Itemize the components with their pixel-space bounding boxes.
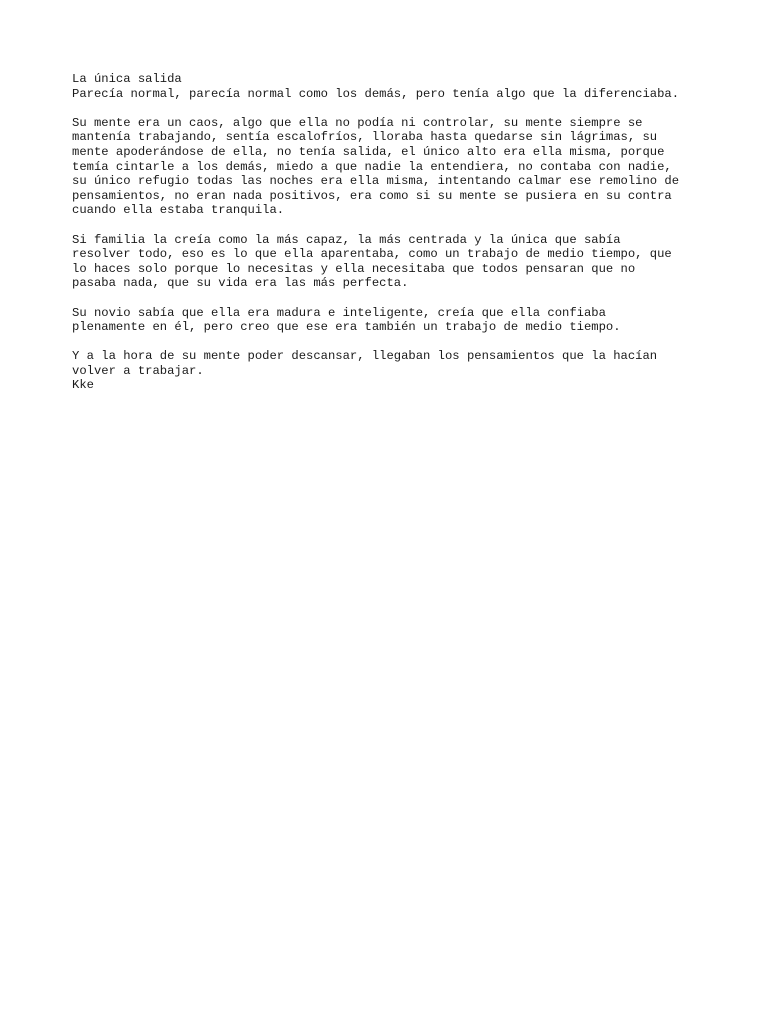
- paragraph-line: mantenía trabajando, sentía escalofríos, lloraba hasta quedarse sin lágrimas, su: [72, 130, 658, 145]
- paragraph-line: cuando ella estaba tranquila.: [72, 203, 285, 218]
- document-page: [72, 72, 712, 393]
- paragraph-line: Su novio sabía que ella era madura e inteligente, creía que ella confiaba: [72, 305, 606, 320]
- paragraph-1: [72, 116, 712, 218]
- paragraph-line: Si familia la creía como la más capaz, la más centrada y la única que sabía: [72, 232, 621, 247]
- paragraph-line: mente apoderándose de ella, no tenía salida, el único alto era ella misma, porque: [72, 144, 665, 159]
- paragraph-spacer: [72, 218, 712, 233]
- paragraph-4: [72, 349, 712, 378]
- paragraph-line: Su mente era un caos, algo que ella no podía ni controlar, su mente siempre se: [72, 115, 643, 130]
- paragraph-line: plenamente en él, pero creo que ese era también un trabajo de medio tiempo.: [72, 320, 621, 335]
- paragraph-spacer: [72, 335, 712, 350]
- paragraph-line: volver a trabajar.: [72, 363, 204, 378]
- paragraph-2: [72, 233, 712, 291]
- paragraph-line: su único refugio todas las noches era ella misma, intentando calmar ese remolino de: [72, 174, 680, 189]
- paragraph-spacer: [72, 291, 712, 306]
- lead-line: Parecía normal, parecía normal como los demás, pero tenía algo que la diferenciaba.: [72, 86, 680, 101]
- signature: Kke: [72, 378, 94, 393]
- paragraph-line: temía cintarle a los demás, miedo a que nadie la entendiera, no contaba con nadie,: [72, 159, 672, 174]
- paragraph-3: [72, 306, 712, 335]
- paragraph-line: pasaba nada, que su vida era las más perfecta.: [72, 276, 409, 291]
- paragraph-line: Y a la hora de su mente poder descansar, llegaban los pensamientos que la hacían: [72, 349, 658, 364]
- document-title: La única salida: [72, 72, 182, 86]
- paragraph-line: resolver todo, eso es lo que ella aparentaba, como un trabajo de medio tiempo, que: [72, 247, 672, 262]
- paragraph-line: pensamientos, no eran nada positivos, era como si su mente se pusiera en su contra: [72, 188, 672, 203]
- paragraph-line: lo haces solo porque lo necesitas y ella necesitaba que todos pensaran que no: [72, 261, 636, 276]
- paragraph-spacer: [72, 101, 712, 116]
